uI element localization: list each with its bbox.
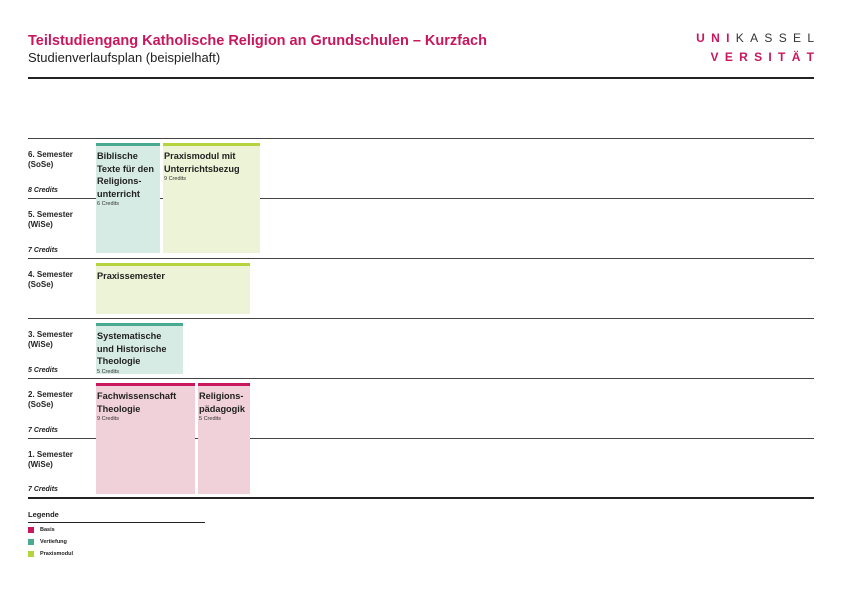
semester-3-label: 3. Semester (WiSe) [28,330,73,349]
semester-5-label: 5. Semester (WiSe) [28,210,73,229]
module-fachwissenschaft-theologie: Fachwissenschaft Theologie 9 Credits [96,383,195,494]
header-divider [28,77,814,79]
legend-divider [28,522,205,523]
semester-1-credits: 7 Credits [28,486,58,493]
semester-2-label: 2. Semester (SoSe) [28,390,73,409]
semester-4-label: 4. Semester (SoSe) [28,270,73,289]
module-systematische-theologie: Systematische und Historische Theologie 5 Credits [96,323,183,374]
module-praxismodul: Praxismodul mit Unterrichtsbezug 9 Credits [163,143,260,253]
row-divider [28,378,814,379]
module-religionspaedagogik: Religions-pädagogik 5 Credits [198,383,250,494]
row-divider [28,138,814,139]
legend-item-basis: Basis [28,527,55,533]
module-biblische-texte: Biblische Texte für den Religions-unterricht 6 Credits [96,143,160,253]
legend-swatch-basis [28,527,34,533]
legend-title: Legende [28,510,59,519]
module-praxissemester: Praxissemester [96,263,250,314]
row-divider [28,258,814,259]
university-logo-row-2: VERSITÄT [710,50,814,64]
row-divider [28,318,814,319]
semester-5-credits: 7 Credits [28,247,58,254]
semester-2-credits: 7 Credits [28,427,58,434]
semester-6-credits: 8 Credits [28,187,58,194]
table-bottom-divider [28,497,814,499]
legend-swatch-vertiefung [28,539,34,545]
semester-6-label: 6. Semester (SoSe) [28,150,73,169]
page-title: Teilstudiengang Katholische Religion an Grundschulen – Kurzfach [28,33,487,49]
university-logo-row-1: UNIKASSEL [696,31,814,45]
semester-3-credits: 5 Credits [28,367,58,374]
legend-item-vertiefung: Vertiefung [28,539,67,545]
legend-item-praxismodul: Praxismodul [28,551,73,557]
legend-swatch-praxismodul [28,551,34,557]
semester-1-label: 1. Semester (WiSe) [28,450,73,469]
page-subtitle: Studienverlaufsplan (beispielhaft) [28,50,221,65]
